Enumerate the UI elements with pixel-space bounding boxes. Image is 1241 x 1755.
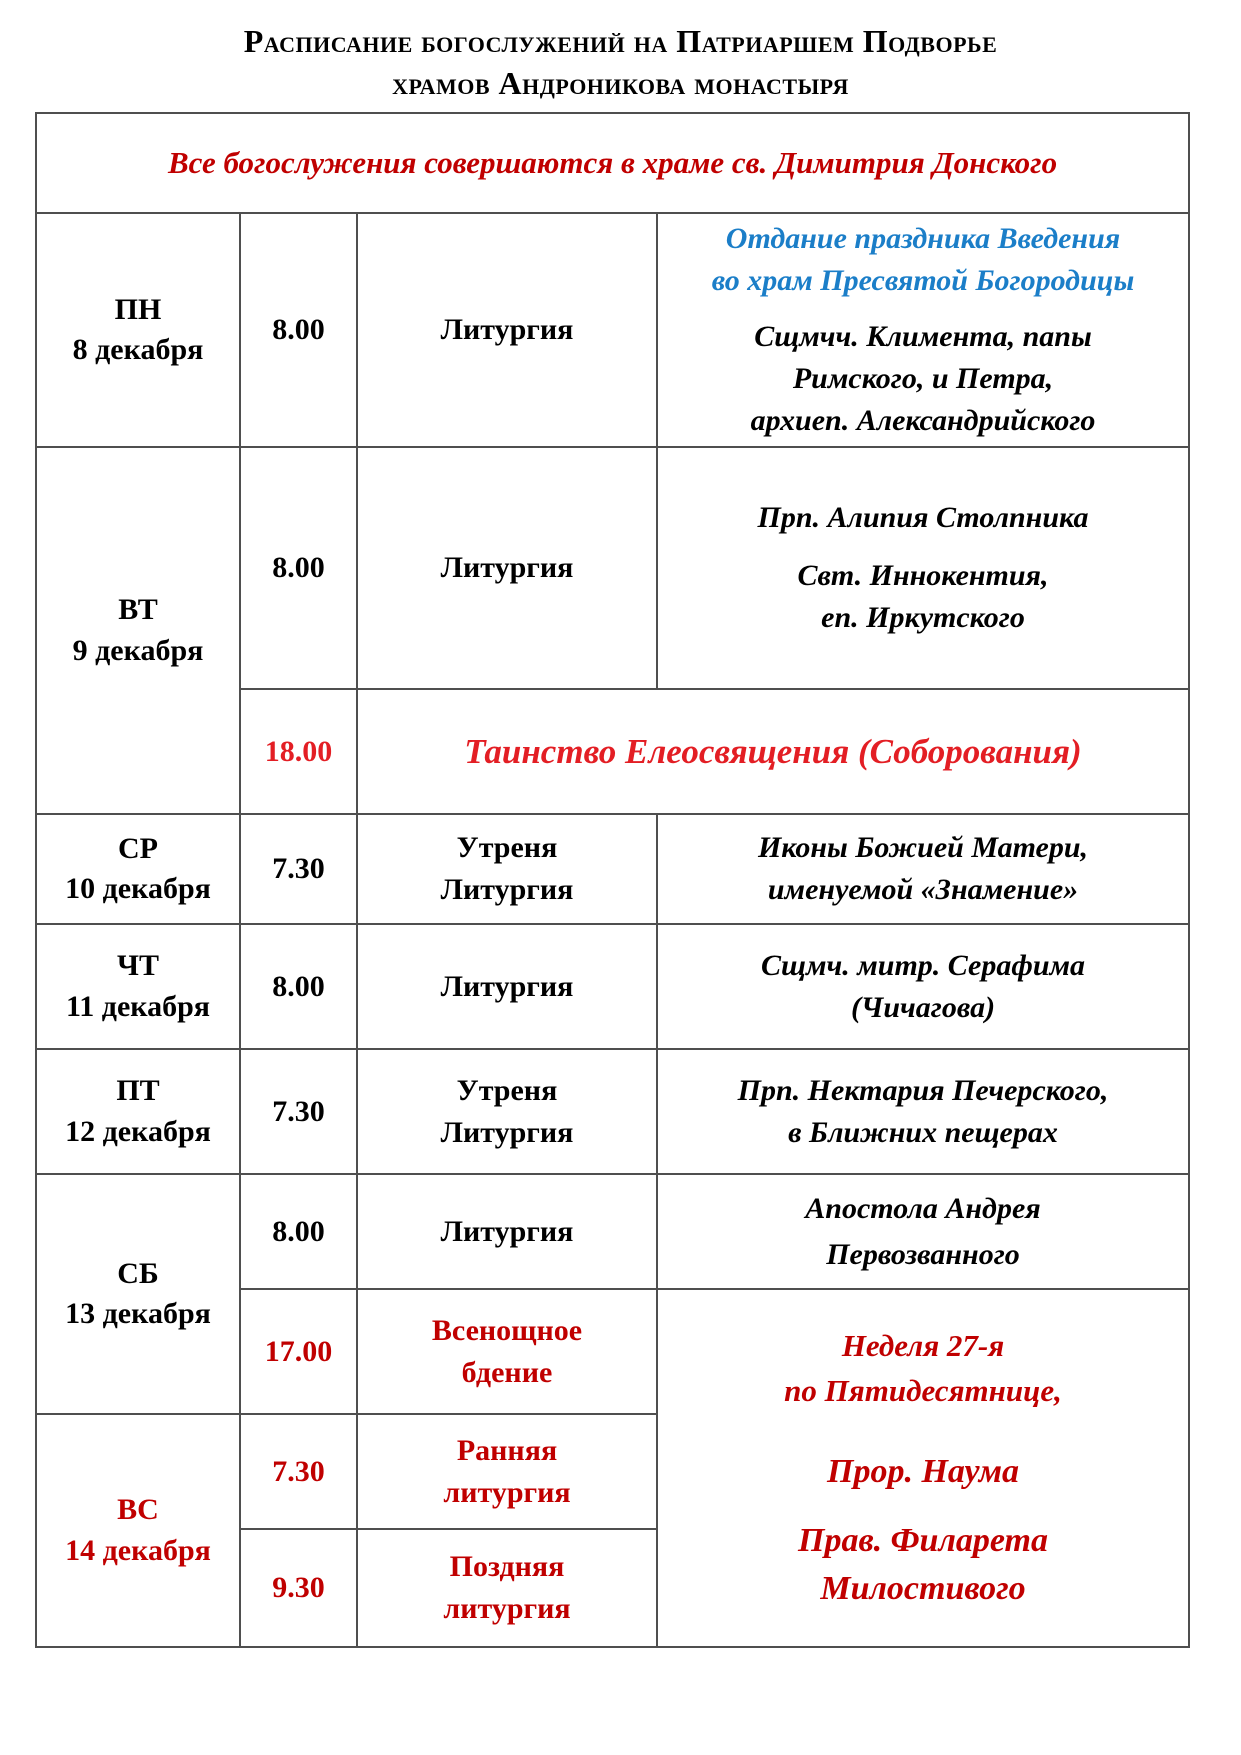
feast-line: по Пятидесятнице,: [784, 1372, 1062, 1408]
service-line: Литургия: [440, 1115, 574, 1149]
day-abbr-monday: ПН: [114, 292, 162, 326]
feast-line: Сщмч. митр. Серафима: [760, 948, 1086, 982]
time-cell-friday: 7.30: [240, 1049, 357, 1174]
note-row: [36, 113, 1189, 213]
feast-cell-sunday-merged: [657, 1289, 1189, 1647]
day-date-thursday: 11 декабря: [65, 989, 211, 1023]
feast-line: Отдание праздника Введения: [725, 222, 1121, 255]
feast-cell-monday: [657, 213, 1189, 447]
time-cell-wednesday: 7.30: [240, 814, 357, 924]
feast-line: Прп. Нектария Печерского,: [737, 1073, 1109, 1107]
page-title: [0, 0, 1241, 104]
time-cell-tuesday-morning: 8.00: [240, 447, 357, 689]
feast-line: Апостола Андрея: [805, 1191, 1041, 1225]
feast-line: Милостивого: [820, 1569, 1026, 1607]
row-saturday-morning: [36, 1174, 1189, 1289]
feast-line: (Чичагова): [850, 990, 996, 1024]
day-cell-monday: [36, 213, 240, 447]
time-cell-tuesday-evening: 18.00: [240, 689, 357, 814]
day-cell-tuesday: [36, 447, 240, 814]
service-cell-thursday: Литургия: [357, 924, 657, 1049]
feast-week: [668, 1324, 1178, 1414]
day-abbr-friday: ПТ: [116, 1074, 160, 1107]
day-abbr-wednesday: СР: [118, 831, 158, 865]
service-cell-sunday-early: [357, 1414, 657, 1529]
feast-line: именуемой «Знамение»: [767, 873, 1079, 906]
service-cell-friday: [357, 1049, 657, 1174]
feast-cell-wednesday: [657, 814, 1189, 924]
day-date-saturday: 13 декабря: [65, 1297, 211, 1330]
day-date-monday: 8 декабря: [72, 333, 204, 366]
service-line: Всенощное: [431, 1313, 583, 1347]
time-cell-thursday: 8.00: [240, 924, 357, 1049]
row-wednesday: [36, 814, 1189, 924]
feast-line: Сщмчч. Климента, папы: [754, 320, 1092, 353]
feast-cell-tuesday: [657, 447, 1189, 689]
day-cell-wednesday: [36, 814, 240, 924]
day-cell-thursday: [36, 924, 240, 1049]
feast-line: Свт. Иннокентия,: [797, 559, 1049, 592]
row-friday: [36, 1049, 1189, 1174]
day-cell-sunday: [36, 1414, 240, 1647]
time-cell-sunday-late: 9.30: [240, 1529, 357, 1647]
feast-tuesday-2: [668, 555, 1178, 639]
service-line: бдение: [461, 1355, 553, 1389]
day-abbr-saturday: СБ: [117, 1256, 159, 1290]
feast-cell-friday: [657, 1049, 1189, 1174]
service-line: Ранняя: [456, 1433, 558, 1467]
time-cell-monday: 8.00: [240, 213, 357, 447]
row-thursday: [36, 924, 1189, 1049]
feast-line: во храм Пресвятой Богородицы: [711, 264, 1135, 297]
day-date-wednesday: 10 декабря: [65, 872, 211, 905]
service-line: Литургия: [440, 873, 574, 906]
feast-filaret: [668, 1517, 1178, 1612]
time-cell-sunday-early: 7.30: [240, 1414, 357, 1529]
feast-cell-thursday: [657, 924, 1189, 1049]
day-cell-friday: [36, 1049, 240, 1174]
feast-line: архиеп. Александрийского: [750, 404, 1096, 437]
service-line: литургия: [443, 1475, 571, 1509]
service-cell-tuesday-morning: Литургия: [357, 447, 657, 689]
feast-line: Римского, и Петра,: [792, 362, 1054, 395]
page-title-line2: храмов Андроникова монастыря: [392, 65, 849, 102]
schedule-table: [35, 112, 1190, 1648]
feast-monday-black: [668, 316, 1178, 442]
row-monday: [36, 213, 1189, 447]
feast-line: еп. Иркутского: [821, 601, 1025, 634]
service-cell-saturday-evening: [357, 1289, 657, 1414]
feast-tuesday-1: Прп. Алипия Столпника: [757, 501, 1089, 534]
day-date-tuesday: 9 декабря: [72, 633, 204, 667]
feast-line: Неделя 27-я: [841, 1327, 1005, 1363]
service-line: Утреня: [456, 831, 558, 864]
day-date-friday: 12 декабря: [65, 1114, 211, 1148]
feast-line: Первозванного: [826, 1237, 1020, 1271]
time-cell-saturday-evening: 17.00: [240, 1289, 357, 1414]
day-cell-saturday: [36, 1174, 240, 1414]
day-abbr-thursday: ЧТ: [116, 949, 160, 982]
service-line: литургия: [443, 1592, 571, 1625]
note-cell: Все богослужения совершаются в храме св. Димитрия Донского: [36, 113, 1189, 213]
time-cell-saturday-morning: 8.00: [240, 1174, 357, 1289]
page-title-line1: Расписание богослужений на Патриаршем Подворье: [243, 23, 998, 59]
feast-naum: Прор. Наума: [827, 1452, 1019, 1490]
row-tuesday-morning: [36, 447, 1189, 689]
feast-line: Иконы Божией Матери,: [757, 831, 1089, 864]
sacrament-cell: Таинство Елеосвящения (Соборования): [357, 689, 1189, 814]
feast-cell-saturday: [657, 1174, 1189, 1289]
service-cell-saturday-morning: Литургия: [357, 1174, 657, 1289]
service-line: Утреня: [456, 1073, 558, 1107]
feast-line: в Ближних пещерах: [788, 1115, 1058, 1149]
feast-line: Прав. Филарета: [798, 1522, 1048, 1560]
day-date-sunday: 14 декабря: [65, 1533, 211, 1567]
service-line: Поздняя: [449, 1550, 565, 1583]
service-cell-sunday-late: [357, 1529, 657, 1647]
day-abbr-tuesday: ВТ: [118, 593, 158, 626]
service-cell-monday: Литургия: [357, 213, 657, 447]
service-cell-wednesday: [357, 814, 657, 924]
feast-monday-blue: [668, 218, 1178, 302]
day-abbr-sunday: ВС: [117, 1493, 159, 1526]
